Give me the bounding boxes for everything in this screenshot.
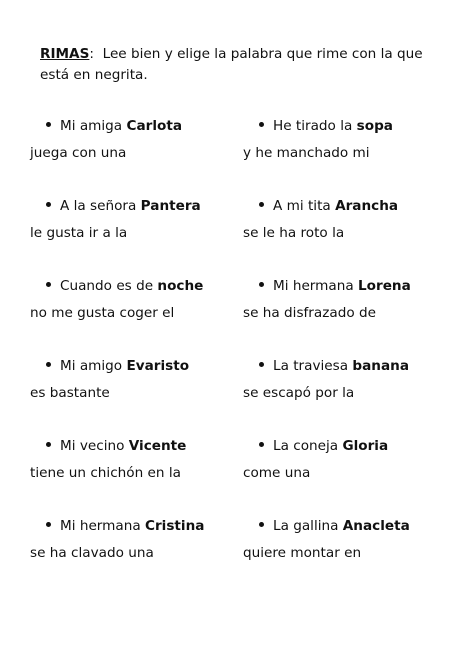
rhyme-item <box>243 437 453 517</box>
bold-word: noche <box>157 278 204 294</box>
bold-word: Lorena <box>358 278 411 294</box>
bullet-icon <box>259 282 264 287</box>
rhyme-prompt <box>259 357 409 375</box>
rhyme-prompt <box>46 357 189 375</box>
bullet-icon <box>259 202 264 207</box>
bold-word: Cristina <box>145 518 205 534</box>
prompt-prefix: La coneja <box>273 438 343 454</box>
prompt-prefix: Mi amiga <box>60 118 127 134</box>
rhyme-continuation: no me gusta coger el <box>30 305 175 321</box>
rhyme-item <box>243 277 453 357</box>
bullet-icon <box>46 522 51 527</box>
prompt-prefix: He tirado la <box>273 118 357 134</box>
bold-word: banana <box>352 358 410 374</box>
rhyme-continuation: y he manchado mi <box>243 145 370 161</box>
bold-word: Evaristo <box>126 358 190 374</box>
rhyme-item <box>30 197 235 277</box>
rhyme-continuation: se le ha roto la <box>243 225 345 241</box>
instructions-text: Lee bien y elige la palabra que rime con la que está en negrita. <box>40 46 427 83</box>
rhyme-item <box>243 117 453 197</box>
rhyme-item <box>30 437 235 517</box>
prompt-prefix: La gallina <box>273 518 343 534</box>
prompt-prefix: Cuando es de <box>60 278 158 294</box>
rhyme-item <box>243 357 453 437</box>
rhyme-prompt <box>46 437 186 455</box>
rhyme-continuation: se ha disfrazado de <box>243 305 376 321</box>
bullet-icon <box>46 122 51 127</box>
bullet-icon <box>46 202 51 207</box>
instructions-label: RIMAS <box>40 46 90 62</box>
instructions <box>40 44 440 86</box>
prompt-prefix: Mi vecino <box>60 438 129 454</box>
rhyme-continuation: quiere montar en <box>243 545 362 561</box>
prompt-prefix: Mi amigo <box>60 358 127 374</box>
rhyme-continuation: come una <box>243 465 311 481</box>
prompt-prefix: A mi tita <box>273 198 336 214</box>
prompt-prefix: A la señora <box>60 198 141 214</box>
bold-word: sopa <box>356 118 393 134</box>
bold-word: Arancha <box>335 198 399 214</box>
rhyme-prompt <box>259 437 388 455</box>
prompt-prefix: Mi hermana <box>273 278 358 294</box>
rhyme-prompt <box>259 517 410 535</box>
bullet-icon <box>259 522 264 527</box>
bold-word: Carlota <box>126 118 182 134</box>
left-column <box>30 117 235 597</box>
rhyme-item <box>30 117 235 197</box>
bullet-icon <box>46 442 51 447</box>
bold-word: Vicente <box>128 438 187 454</box>
rhyme-item <box>243 517 453 597</box>
rhyme-continuation: se escapó por la <box>243 385 355 401</box>
bold-word: Anacleta <box>342 518 410 534</box>
rhyme-prompt <box>46 277 203 295</box>
rhyme-continuation: tiene un chichón en la <box>30 465 181 481</box>
bullet-icon <box>259 122 264 127</box>
bullet-icon <box>46 362 51 367</box>
rhyme-prompt <box>259 117 393 135</box>
rhyme-prompt <box>259 277 411 295</box>
rhyme-continuation: es bastante <box>30 385 110 401</box>
rhyme-continuation: juega con una <box>30 145 127 161</box>
rhyme-item <box>243 197 453 277</box>
right-column <box>243 117 453 597</box>
prompt-prefix: La traviesa <box>273 358 353 374</box>
bold-word: Gloria <box>342 438 389 454</box>
rhyme-item <box>30 277 235 357</box>
bullet-icon <box>46 282 51 287</box>
bullet-icon <box>259 442 264 447</box>
rhyme-item <box>30 517 235 597</box>
rhyme-continuation: se ha clavado una <box>30 545 154 561</box>
rhyme-prompt <box>46 517 204 535</box>
rhyme-item <box>30 357 235 437</box>
rhyme-prompt <box>259 197 398 215</box>
instructions-colon: : <box>89 46 94 62</box>
rhyme-prompt <box>46 197 201 215</box>
rhyme-prompt <box>46 117 182 135</box>
prompt-prefix: Mi hermana <box>60 518 145 534</box>
bullet-icon <box>259 362 264 367</box>
rhyme-continuation: le gusta ir a la <box>30 225 128 241</box>
bold-word: Pantera <box>140 198 201 214</box>
